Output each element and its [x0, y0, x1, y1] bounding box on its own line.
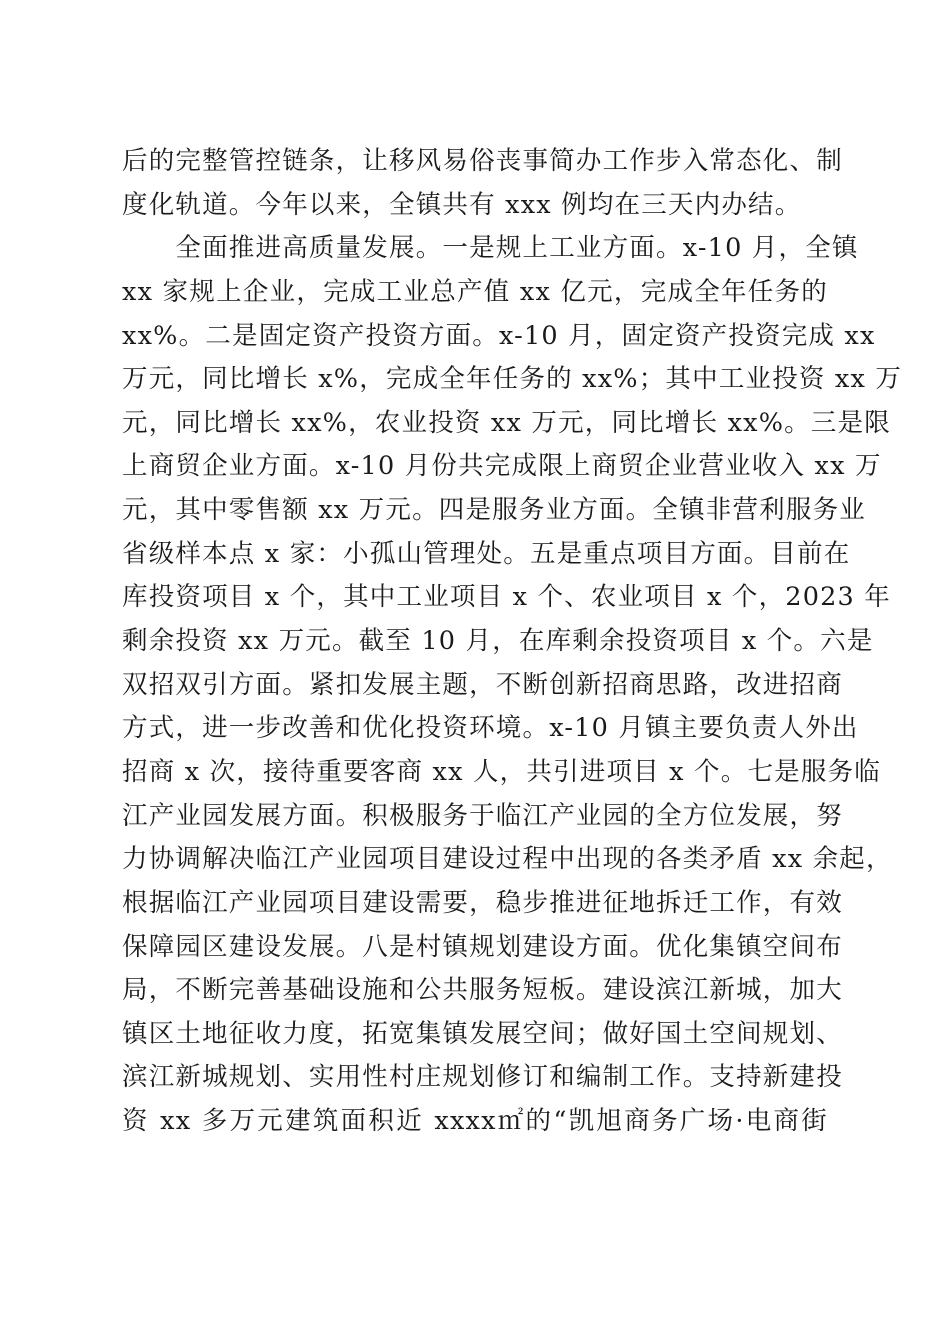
text-line: 保障园区建设发展。八是村镇规划建设方面。优化集镇空间布: [122, 931, 843, 962]
text-line: 招商 x 次，接待重要客商 xx 人，共引进项目 x 个。七是服务临: [122, 756, 881, 787]
text-line: 后的完整管控链条，让移风易俗丧事简办工作步入常态化、制: [122, 146, 843, 176]
text-line: 省级样本点 x 家：小孤山管理处。五是重点项目方面。目前在: [122, 538, 851, 569]
paragraph-2: [122, 227, 903, 1143]
text-line: 库投资项目 x 个，其中工业项目 x 个、农业项目 x 个，2023 年: [122, 582, 891, 613]
text-line: 滨江新城规划、实用性村庄规划修订和编制工作。支持新建投: [122, 1062, 843, 1093]
text-line: 资 xx 多万元建筑面积近 xxxx㎡的“凯旭商务广场·电商街: [122, 1106, 828, 1137]
text-line: 元，其中零售额 xx 万元。四是服务业方面。全镇非营利服务业: [122, 495, 866, 526]
text-line: 全面推进高质量发展。一是规上工业方面。x-10 月，全镇: [122, 233, 859, 264]
document-body: [122, 140, 903, 1144]
text-line: 根据临江产业园项目建设需要，稳步推进征地拆迁工作，有效: [122, 887, 843, 918]
text-line: 万元，同比增长 x%，完成全年任务的 xx%；其中工业投资 xx 万: [122, 364, 903, 395]
text-line: 度化轨道。今年以来，全镇共有 xxx 例均在三天内办结。: [122, 189, 802, 220]
text-line: xx 家规上企业，完成工业总产值 xx 亿元，完成全年任务的: [122, 276, 828, 307]
text-line: 元，同比增长 xx%，农业投资 xx 万元，同比增长 xx%。三是限: [122, 407, 891, 438]
text-line: 剩余投资 xx 万元。截至 10 月，在库剩余投资项目 x 个。六是: [122, 626, 874, 657]
text-line: 局，不断完善基础设施和公共服务短板。建设滨江新城，加大: [122, 975, 843, 1006]
text-line: 上商贸企业方面。x-10 月份共完成限上商贸企业营业收入 xx 万: [122, 451, 882, 482]
text-line: 力协调解决临江产业园项目建设过程中出现的各类矛盾 xx 余起，: [122, 844, 893, 875]
text-line: 镇区土地征收力度，拓宽集镇发展空间；做好国土空间规划、: [122, 1018, 843, 1049]
text-line: 江产业园发展方面。积极服务于临江产业园的全方位发展，努: [122, 800, 843, 831]
text-line: 方式，进一步改善和优化投资环境。x-10 月镇主要负责人外出: [122, 713, 859, 744]
text-line: 双招双引方面。紧扣发展主题，不断创新招商思路，改进招商: [122, 669, 843, 700]
paragraph-1: [122, 140, 843, 227]
text-line: xx%。二是固定资产投资方面。x-10 月，固定资产投资完成 xx: [122, 320, 876, 351]
